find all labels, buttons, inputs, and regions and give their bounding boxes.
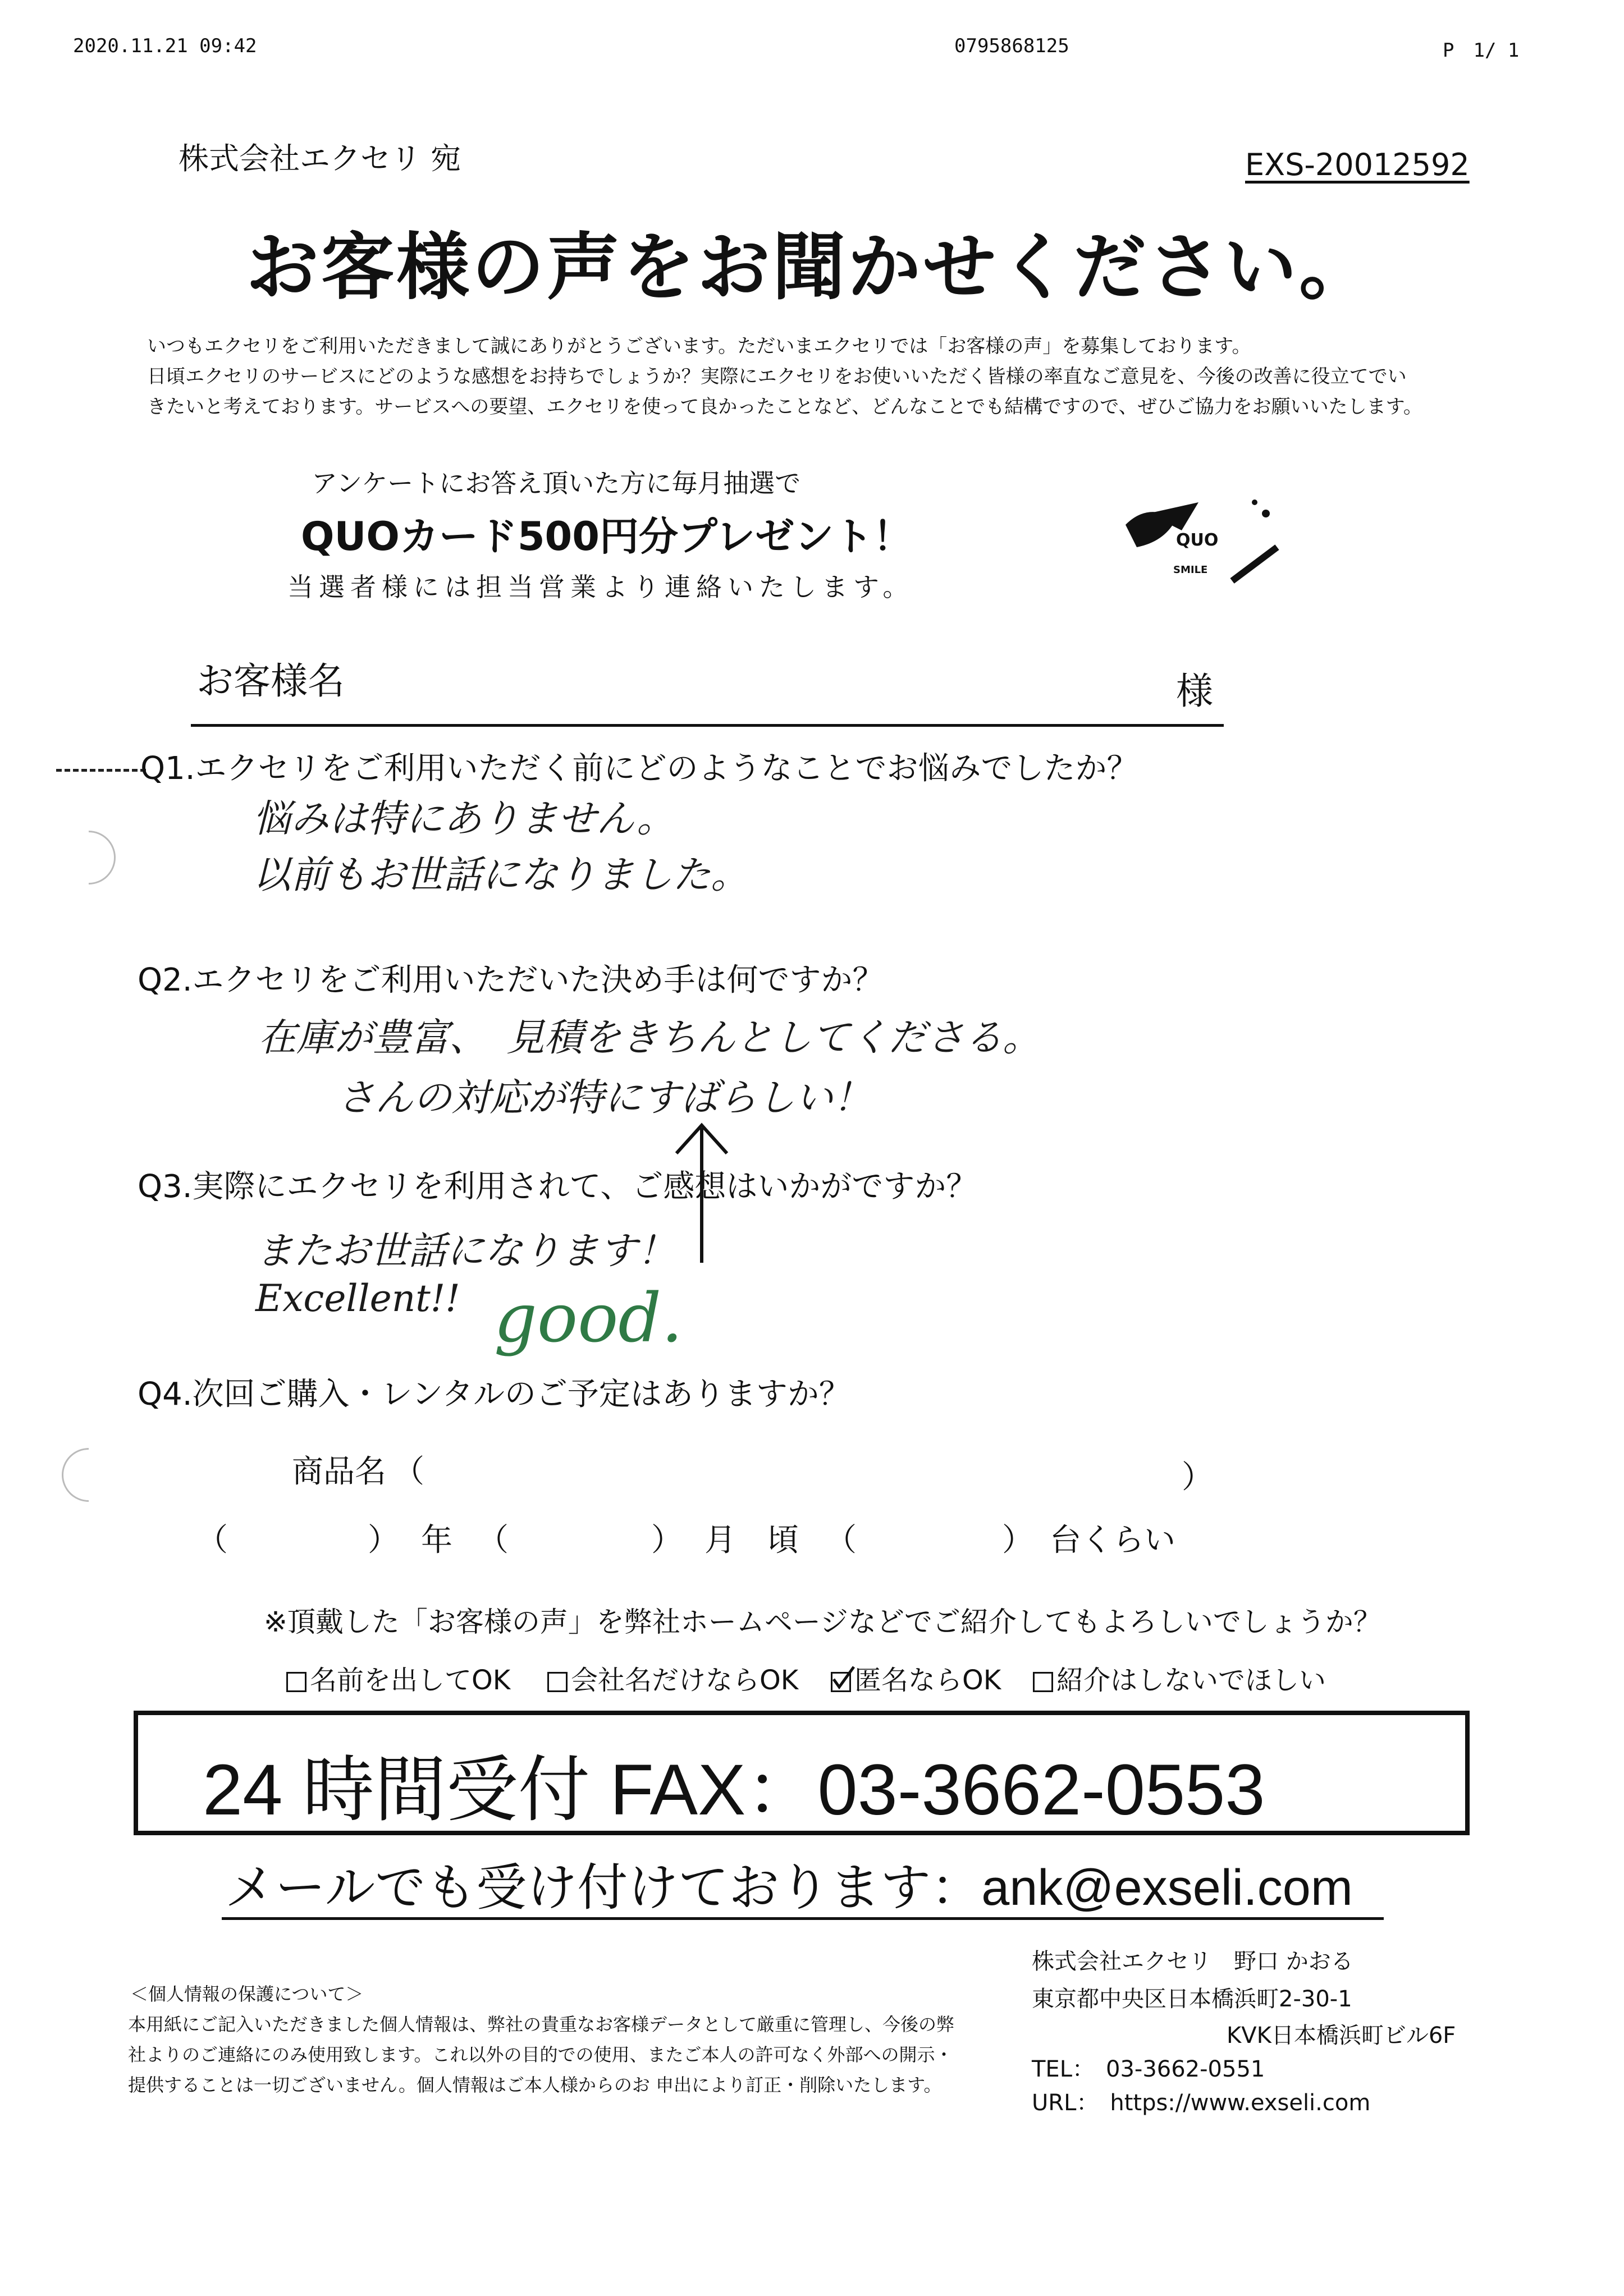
consent-option-name[interactable]	[286, 1658, 510, 1697]
mail-contact: メールでも受け付けております：ank@exseli.com	[225, 1860, 1353, 1916]
month-open-paren: （	[477, 1522, 509, 1559]
addressee: 株式会社エクセリ 宛	[179, 141, 461, 176]
consent-option-company[interactable]	[547, 1658, 798, 1697]
consent-question: ※頂戴した「お客様の声」を弊社ホームページなどでご紹介してもよろしいでしょうか？	[264, 1606, 1381, 1638]
fax-datetime: 2020.11.21 09:42	[73, 35, 257, 57]
quo-logo-smile: SMILE	[1173, 564, 1208, 576]
consent-option-label: 会社名だけならOK	[571, 1665, 799, 1696]
company-address-2: KVK日本橋浜町ビル6F	[1227, 2023, 1456, 2048]
consent-option-label: 名前を出してOK	[310, 1665, 511, 1696]
page-title: お客様の声をお聞かせください。	[246, 224, 1375, 310]
units-open-paren: （	[825, 1522, 857, 1559]
q2-answer-line-2: さんの対応が特にすばらしい！	[337, 1076, 872, 1120]
q2-answer-line-1: 在庫が豊富、 見積をきちんとしてくださる。	[258, 1016, 1041, 1060]
reference-number: EXS-20012592	[1245, 147, 1470, 182]
q1-answer-line-2: 以前もお世話になりました。	[253, 853, 749, 897]
product-open-paren: （	[393, 1454, 424, 1490]
privacy-body	[128, 2009, 954, 2100]
units-label: 台くらい	[1050, 1522, 1175, 1559]
consent-option-label: 匿名ならOK	[854, 1665, 1001, 1696]
checkbox-empty-icon[interactable]	[1033, 1672, 1053, 1692]
privacy-line-2: 社よりのご連絡にのみ使用致します。これ以外の目的での使用、またご本人の許可なく外部への開示・	[128, 2044, 953, 2065]
year-close-paren: ）	[368, 1522, 399, 1559]
dashed-mark	[56, 769, 146, 772]
q3-label: Q3.実際にエクセリを利用されて、ご感想はいかがですか？	[138, 1168, 978, 1205]
fax-page: P 1/ 1	[1443, 39, 1520, 62]
year-label: 年	[421, 1522, 452, 1559]
company-address-1: 東京都中央区日本橋浜町2-30-1	[1032, 1986, 1352, 2012]
punch-hole-mark	[62, 831, 116, 885]
q4-label: Q4.次回ご購入・レンタルのご予定はありますか？	[138, 1376, 850, 1413]
checkbox-empty-icon[interactable]	[286, 1672, 306, 1692]
consent-option-decline[interactable]	[1033, 1658, 1326, 1697]
product-close-paren: ）	[1182, 1459, 1213, 1496]
quo-card-logo	[1114, 480, 1283, 603]
mail-underline	[222, 1917, 1384, 1920]
intro-line-2: 日頃エクセリのサービスにどのような感想をお持ちでしょうか？実際にエクセリをお使いいただく皆様の率直なご意見を、今後の改善に役立てでい	[147, 365, 1407, 388]
units-close-paren: ）	[1002, 1522, 1033, 1559]
checkbox-checked-icon[interactable]	[831, 1672, 851, 1692]
q1-answer-line-1: 悩みは特にありません。	[253, 797, 675, 841]
q3-green-note: good.	[494, 1280, 683, 1358]
q3-answer-line-1: またお世話になります！	[255, 1229, 676, 1273]
year-open-paren: （	[196, 1522, 228, 1559]
privacy-line-3: 提供することは一切ございません。個人情報はご本人様からのお 申出により訂正・削除いたします。	[128, 2074, 942, 2096]
fax-box	[134, 1711, 1470, 1835]
intro-line-1: いつもエクセリをご利用いただきまして誠にありがとうございます。ただいまエクセリでは「お客様の声」を募集しております。	[147, 335, 1251, 358]
punch-hole-mark	[62, 1448, 116, 1502]
product-label: 商品名	[292, 1454, 386, 1490]
q2-label: Q2.エクセリをご利用いただいた決め手は何ですか？	[138, 962, 884, 998]
campaign-line-1: アンケートにお答え頂いた方に毎月抽選で	[312, 468, 801, 498]
month-close-paren: ）	[651, 1522, 683, 1559]
company-url: URL： https://www.exseli.com	[1032, 2090, 1371, 2116]
consent-option-anonymous[interactable]	[831, 1658, 1001, 1697]
fax-number: 0795868125	[954, 35, 1069, 57]
q1-label: Q1.エクセリをご利用いただく前にどのようなことでお悩みでしたか？	[140, 750, 1138, 787]
intro-line-3: きたいと考えております。サービスへの要望、エクセリを使って良かったことなど、どんなことでも結構ですので、ぜひご協力をお願いいたします。	[147, 396, 1422, 418]
customer-name-suffix: 様	[1176, 670, 1213, 713]
company-tel: TEL： 03-3662-0551	[1032, 2056, 1265, 2082]
customer-name-underline	[191, 724, 1224, 727]
campaign-line-2: QUOカード500円分プレゼント！	[301, 514, 913, 560]
campaign-line-3: 当選者様には担当営業より連絡いたします。	[287, 572, 914, 602]
consent-option-label: 紹介はしないでほしい	[1056, 1665, 1326, 1696]
month-label: 月 頃	[705, 1522, 799, 1559]
intro-text	[147, 331, 1422, 422]
customer-name-label: お客様名	[196, 659, 345, 703]
privacy-line-1: 本用紙にご記入いただきました個人情報は、弊社の貴重なお客様データとして厳重に管理し、今後の弊	[128, 2014, 955, 2035]
fax-box-text: 24 時間受付 FAX：03-3662-0553	[203, 1750, 1265, 1830]
quo-logo-text: QUO	[1176, 530, 1219, 550]
privacy-heading: ＜個人情報の保護について＞	[130, 1983, 364, 2005]
company-name: 株式会社エクセリ 野口 かおる	[1032, 1949, 1353, 1974]
checkbox-empty-icon[interactable]	[547, 1672, 568, 1692]
q3-answer-line-2: Excellent!!	[255, 1277, 460, 1320]
